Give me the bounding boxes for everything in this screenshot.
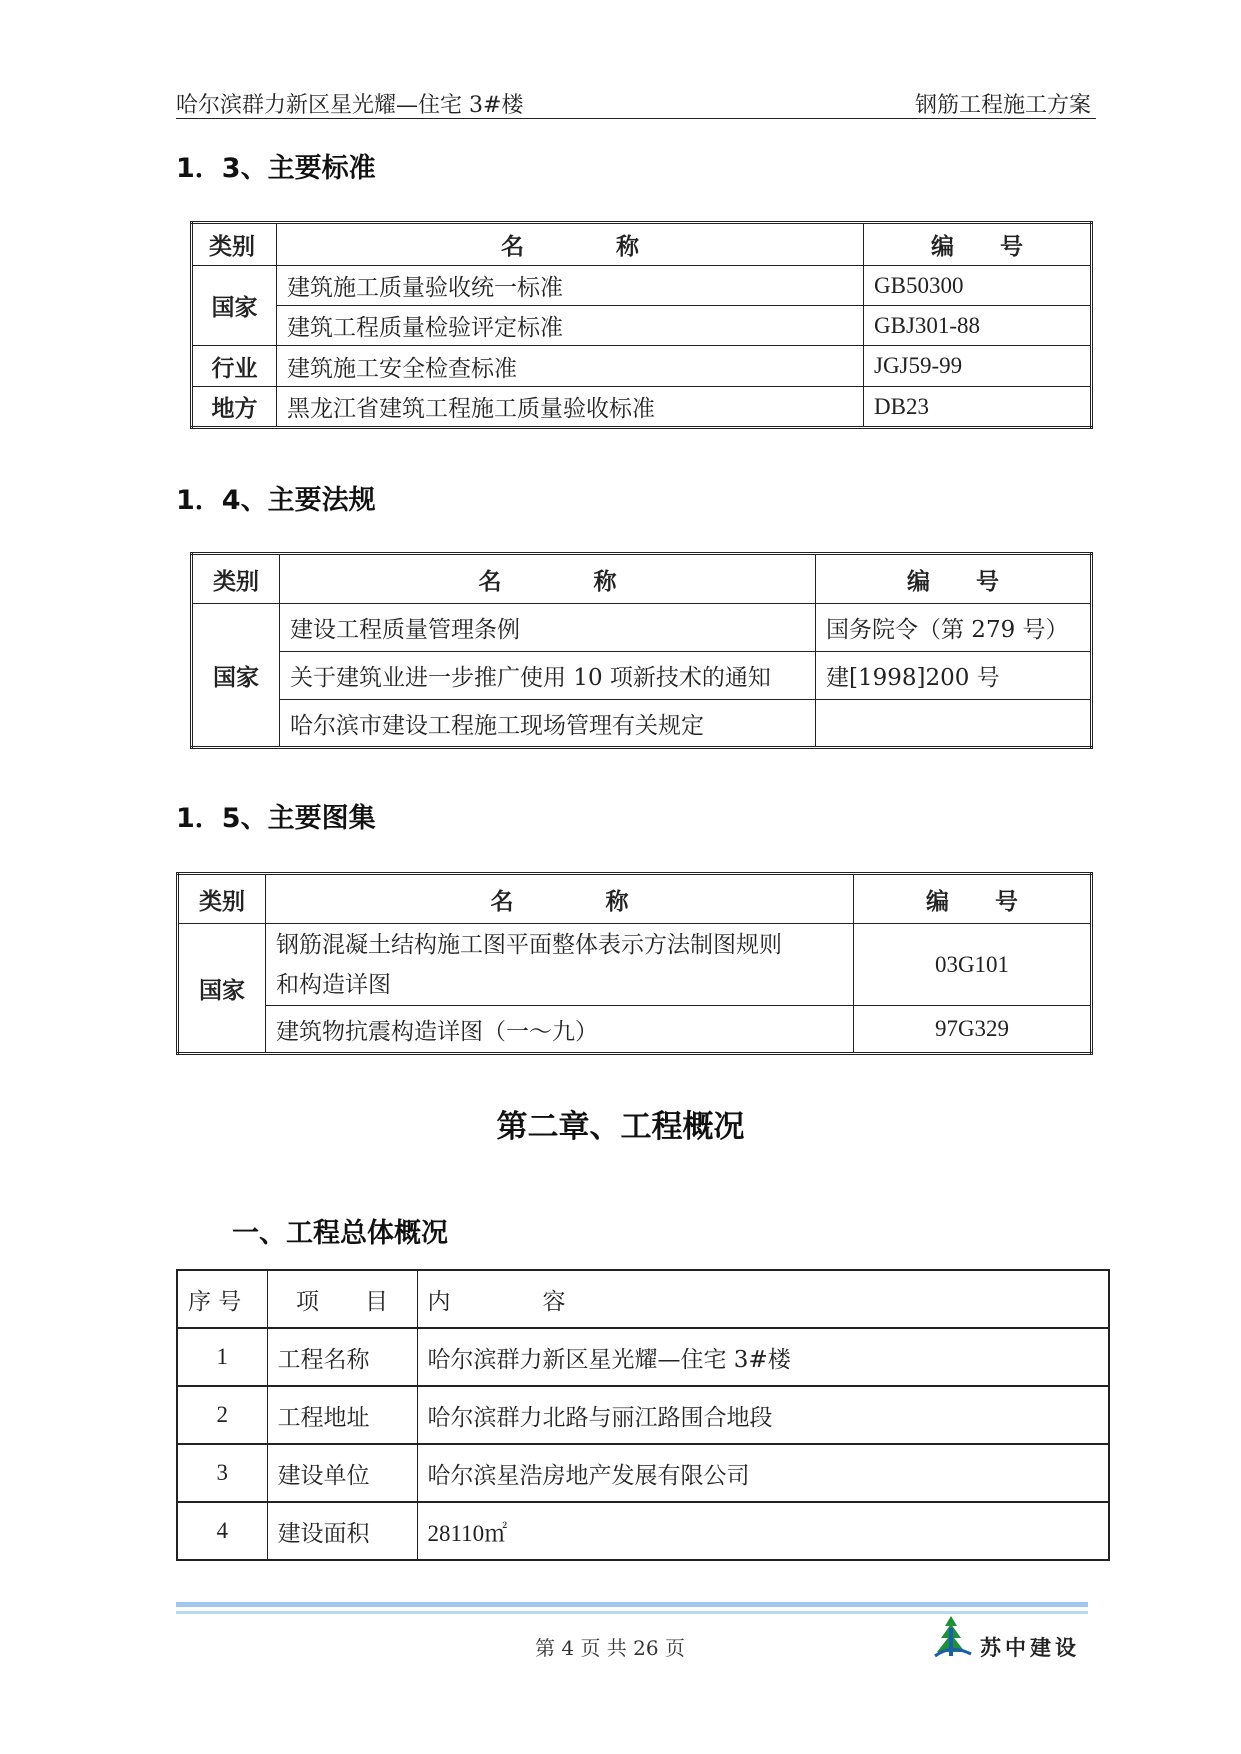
chapter-title: 第二章、工程概况 — [496, 1109, 745, 1145]
atlas-name-line1: 钢筋混凝土结构施工图平面整体表示方法制图规则 — [276, 931, 782, 958]
atlas-name: 建筑物抗震构造详图（一～九） — [266, 1006, 854, 1054]
table-row — [192, 387, 1092, 428]
standard-name: 建筑施工安全检查标准 — [277, 346, 864, 387]
table-row — [192, 652, 1092, 700]
regulation-name: 建设工程质量管理条例 — [280, 604, 816, 652]
row-item: 建设单位 — [267, 1444, 417, 1502]
header-doc-title: 钢筋工程施工方案 — [914, 93, 1091, 118]
table-header-row — [178, 874, 1092, 924]
table-header-row — [192, 554, 1092, 604]
table-header-row — [177, 1270, 1109, 1328]
overview-title: 一、工程总体概况 — [232, 1218, 448, 1249]
standards-table — [190, 221, 1093, 429]
header-name: 名 称 — [277, 223, 864, 266]
row-item: 工程名称 — [267, 1328, 417, 1386]
regulation-code: 国务院令（第 279 号） — [816, 604, 1092, 652]
atlases-table — [176, 872, 1093, 1055]
table-row — [192, 604, 1092, 652]
header-code: 编 号 — [816, 554, 1092, 604]
row-content: 28110㎡ — [417, 1502, 1109, 1560]
regulation-name: 哈尔滨市建设工程施工现场管理有关规定 — [280, 700, 816, 748]
standard-code: DB23 — [864, 387, 1092, 428]
header-item: 项 目 — [267, 1270, 417, 1328]
category-cell: 国家 — [192, 604, 280, 748]
header-content: 内 容 — [417, 1270, 1109, 1328]
table-row — [177, 1502, 1109, 1560]
page-number: 第 4 页 共 26 页 — [535, 1636, 685, 1660]
table-row — [178, 1006, 1092, 1054]
row-content: 哈尔滨群力北路与丽江路围合地段 — [417, 1386, 1109, 1444]
header-project-name: 哈尔滨群力新区星光耀—住宅 3#楼 — [176, 93, 524, 118]
section-title-atlases: 1．5、主要图集 — [176, 803, 376, 834]
row-item: 工程地址 — [267, 1386, 417, 1444]
regulations-table — [190, 552, 1093, 749]
atlas-code: 97G329 — [854, 1006, 1092, 1054]
header-divider — [176, 118, 1096, 119]
row-no: 3 — [177, 1444, 267, 1502]
section-title-regulations: 1．4、主要法规 — [176, 485, 376, 516]
regulation-name: 关于建筑业进一步推广使用 10 项新技术的通知 — [280, 652, 816, 700]
atlas-name-line2: 和构造详图 — [276, 971, 391, 998]
category-cell: 国家 — [192, 266, 277, 346]
regulation-code: 建[1998]200 号 — [816, 652, 1092, 700]
table-row — [177, 1386, 1109, 1444]
category-cell: 地方 — [192, 387, 277, 428]
row-no: 1 — [177, 1328, 267, 1386]
table-row — [177, 1444, 1109, 1502]
category-cell: 行业 — [192, 346, 277, 387]
standard-code: GBJ301-88 — [864, 306, 1092, 346]
table-row — [192, 266, 1092, 306]
standard-name: 建筑施工质量验收统一标准 — [277, 266, 864, 306]
header-name: 名 称 — [266, 874, 854, 924]
header-code: 编 号 — [854, 874, 1092, 924]
table-row — [178, 924, 1092, 1006]
header-category: 类别 — [192, 554, 280, 604]
standard-code: GB50300 — [864, 266, 1092, 306]
row-no: 2 — [177, 1386, 267, 1444]
row-item: 建设面积 — [267, 1502, 417, 1560]
header-category: 类别 — [178, 874, 266, 924]
header-name: 名 称 — [280, 554, 816, 604]
table-row — [192, 700, 1092, 748]
footer-divider — [176, 1602, 1088, 1607]
table-row — [192, 306, 1092, 346]
standard-code: JGJ59-99 — [864, 346, 1092, 387]
table-row — [192, 346, 1092, 387]
atlas-code: 03G101 — [854, 924, 1092, 1006]
standard-name: 建筑工程质量检验评定标准 — [277, 306, 864, 346]
row-no: 4 — [177, 1502, 267, 1560]
table-header-row — [192, 223, 1092, 266]
company-logo-icon — [933, 1614, 973, 1658]
row-content: 哈尔滨星浩房地产发展有限公司 — [417, 1444, 1109, 1502]
section-title-standards: 1．3、主要标准 — [176, 153, 376, 184]
overview-table — [176, 1269, 1110, 1561]
company-name: 苏中建设 — [980, 1635, 1080, 1660]
header-no: 序 号 — [177, 1270, 267, 1328]
atlas-name — [266, 924, 854, 1006]
header-category: 类别 — [192, 223, 277, 266]
header-code: 编 号 — [864, 223, 1092, 266]
standard-name: 黑龙江省建筑工程施工质量验收标准 — [277, 387, 864, 428]
regulation-code — [816, 700, 1092, 748]
table-row — [177, 1328, 1109, 1386]
row-content: 哈尔滨群力新区星光耀—住宅 3#楼 — [417, 1328, 1109, 1386]
category-cell: 国家 — [178, 924, 266, 1054]
